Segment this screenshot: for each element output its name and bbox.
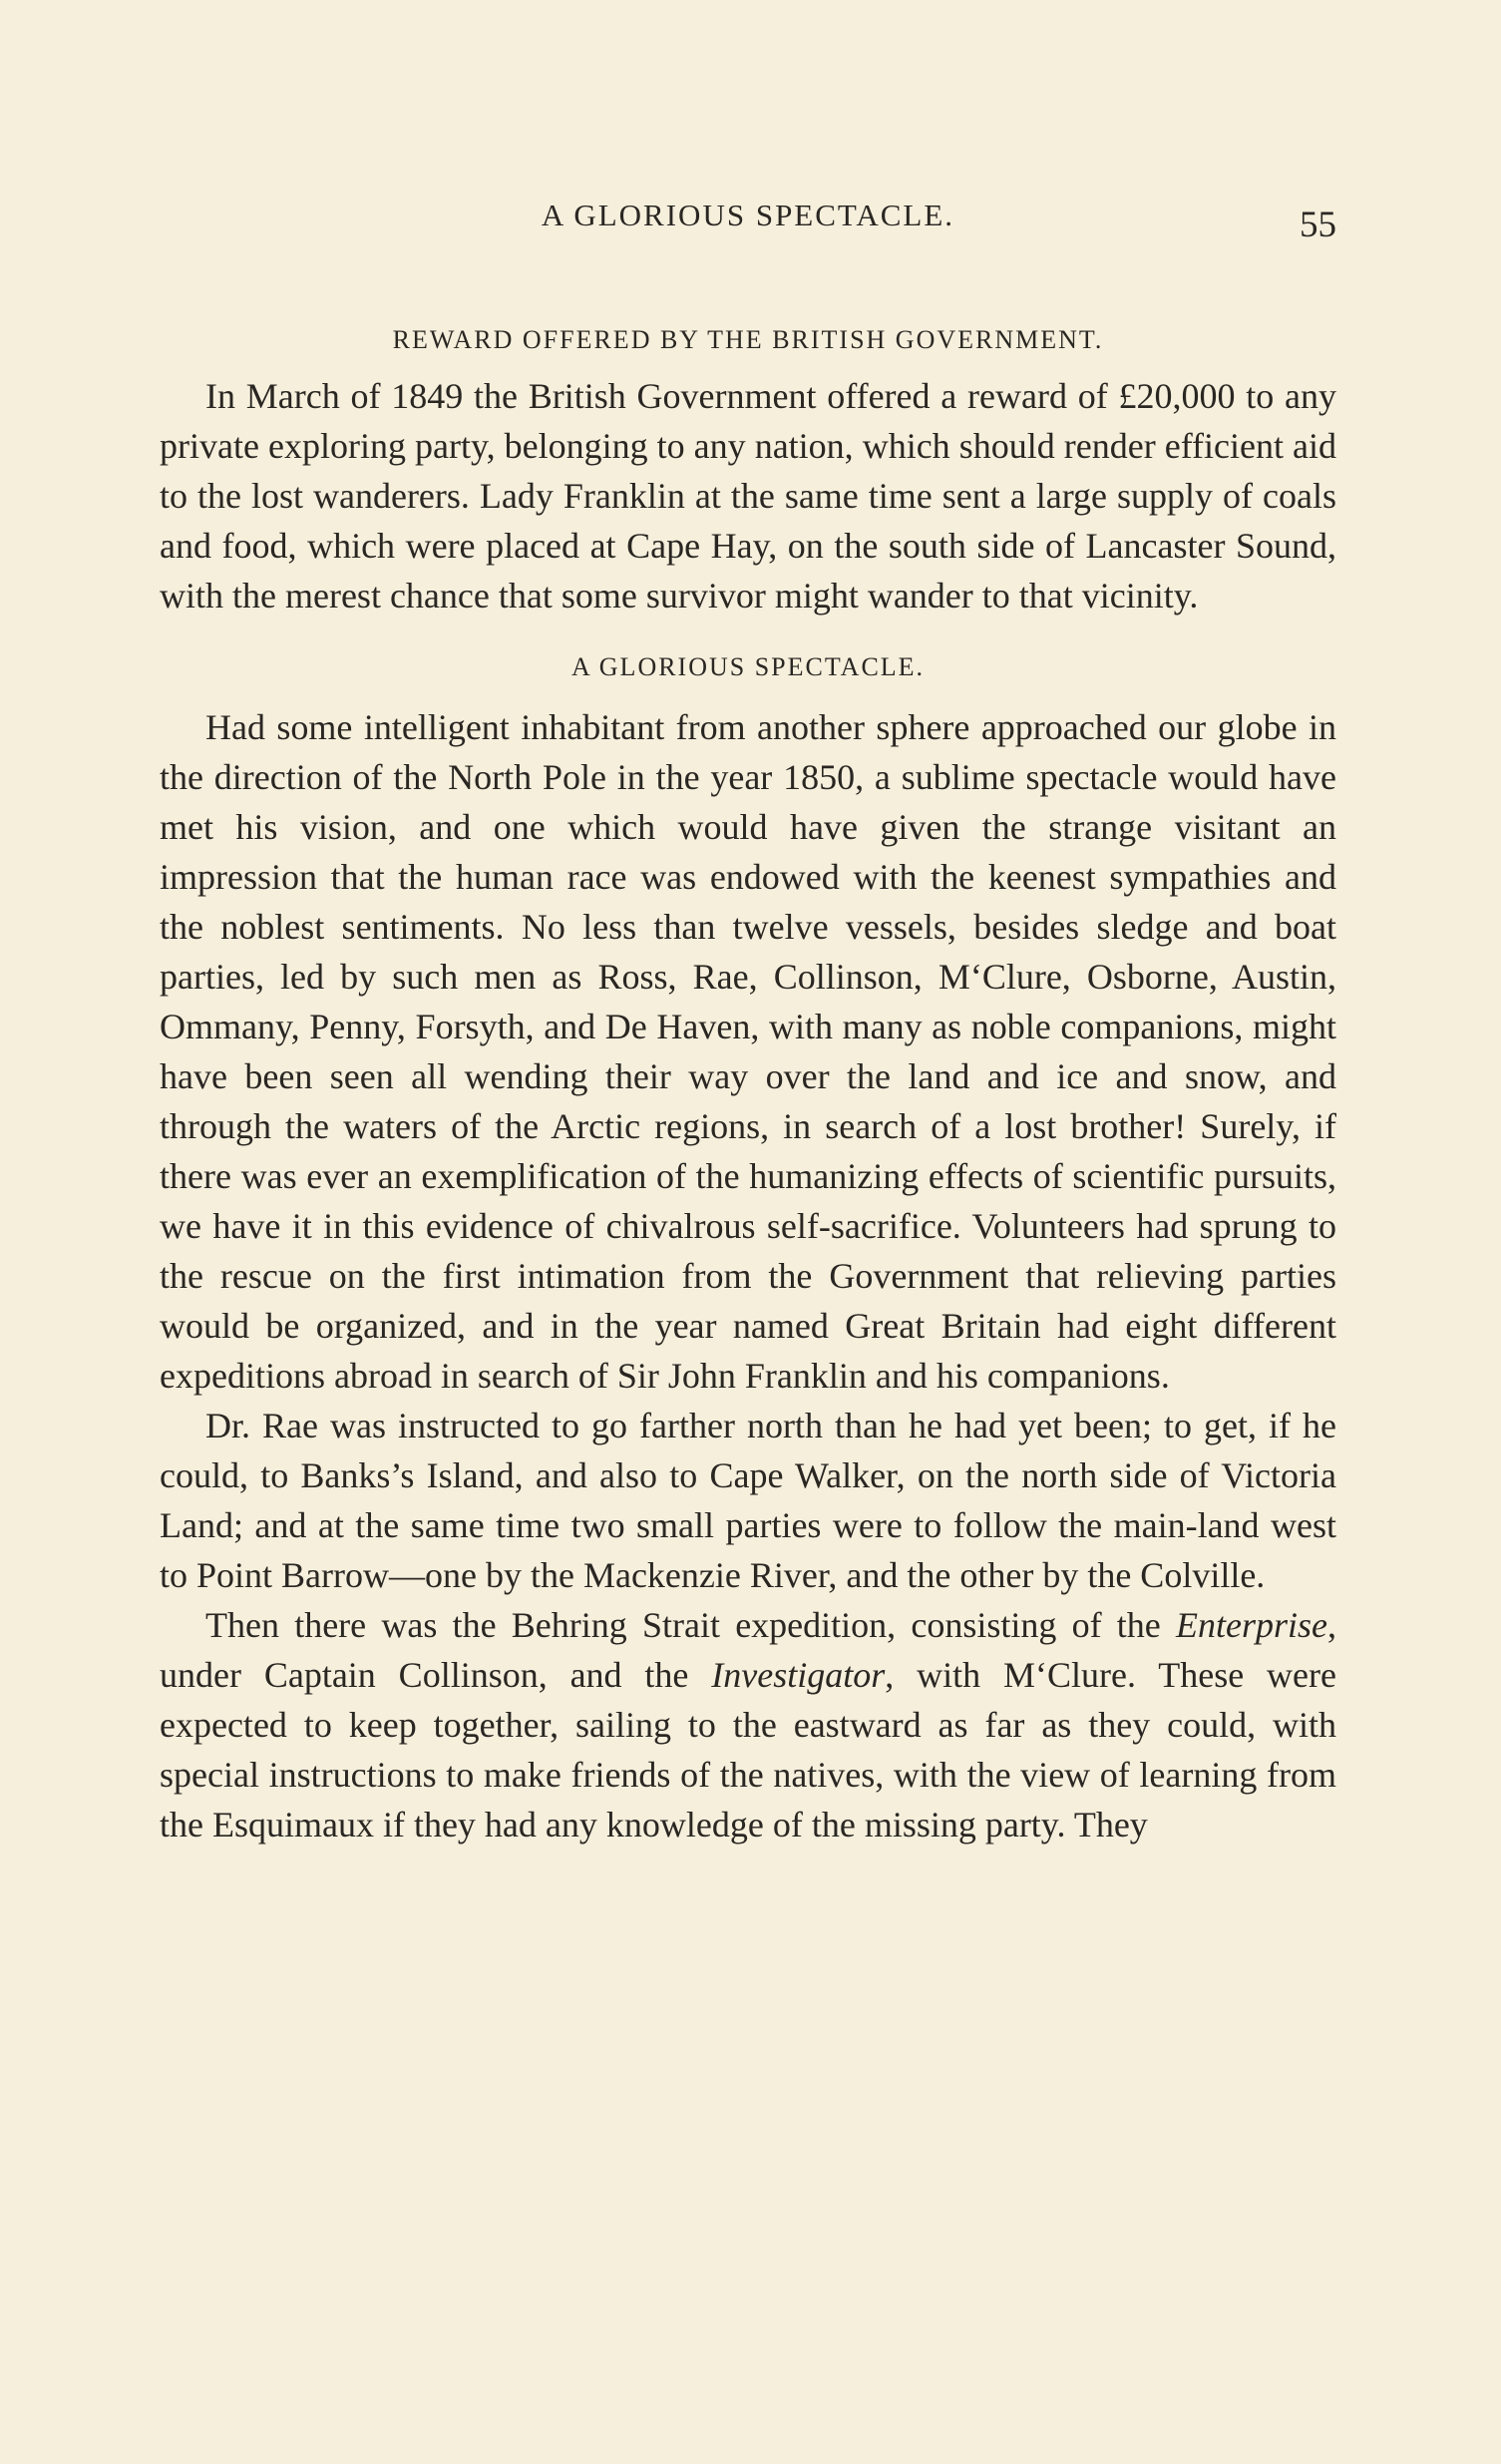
paragraph-behring-strait — [160, 1600, 1336, 1849]
body-text — [160, 321, 1336, 1849]
paragraph-text-segment: , with M‘Clure. These were expected to keep together, sailing to the eastward as far as they could, with special instructions to make friends of the natives, with the view of learning from the Esquimaux if they had any knowledge of the missing party. They — [160, 1655, 1336, 1845]
section-heading-spectacle: A GLORIOUS SPECTACLE. — [570, 652, 926, 681]
ship-name-enterprise: Enterprise — [1176, 1605, 1327, 1645]
paragraph-spectacle: Had some intelligent inhabitant from another sphere approached our globe in the direction of the North Pole in the year 1850, a sublime spectacle would have met his vision, and one which would have given the strange visitant an impression that the human race was endowed with the keenest sympathies and the noblest sentiments. No less than twelve vessels, besides sledge and boat parties, led by such men as Ross, Rae, Collinson, M‘Clure, Osborne, Austin, Ommany, Penny, Forsyth, and De Haven, with many as noble companions, might have been seen all wending their way over the land and ice and snow, and through the waters of the Arctic regions, in search of a lost brother! Surely, if there was ever an exemplification of the humanizing effects of scientific pursuits, we have it in this evidence of chivalrous self-sacrifice. Volunteers had sprung to the rescue on the first intimation from the Government that relieving parties would be organized, and in the year named Great Britain had eight different expeditions abroad in search of Sir John Franklin and his companions. — [160, 707, 1336, 1396]
page-number: 55 — [1300, 205, 1336, 245]
running-title: A GLORIOUS SPECTACLE. — [541, 198, 955, 232]
paragraph-text-segment: , under Captain Collinson, and the — [160, 1605, 1336, 1695]
running-head — [160, 198, 1336, 257]
ship-name-investigator: Investigator — [711, 1655, 886, 1695]
paragraph-dr-rae: Dr. Rae was instructed to go farther north than he had yet been; to get, if he could, to Banks’s Island, and also to Cape Walker, on the north side of Victoria Land; and at the same time two small parties were to follow the main-land west to Point Barrow—one by the Mackenzie River, and the other by the Colville. — [160, 1406, 1336, 1595]
paragraph-reward: In March of 1849 the British Government offered a reward of £20,000 to any private exploring party, belonging to any nation, which should render efficient aid to the lost wanderers. Lady Franklin at the same time sent a large supply of coals and food, which were placed at Cape Hay, on the south side of Lancaster Sound, with the merest chance that some survivor might wander to that vicinity. — [160, 376, 1336, 616]
paragraph-text-segment: Then there was the Behring Strait expedition, consisting of the — [205, 1605, 1177, 1645]
section-heading-reward: REWARD OFFERED BY THE BRITISH GOVERNMENT. — [392, 325, 1104, 354]
